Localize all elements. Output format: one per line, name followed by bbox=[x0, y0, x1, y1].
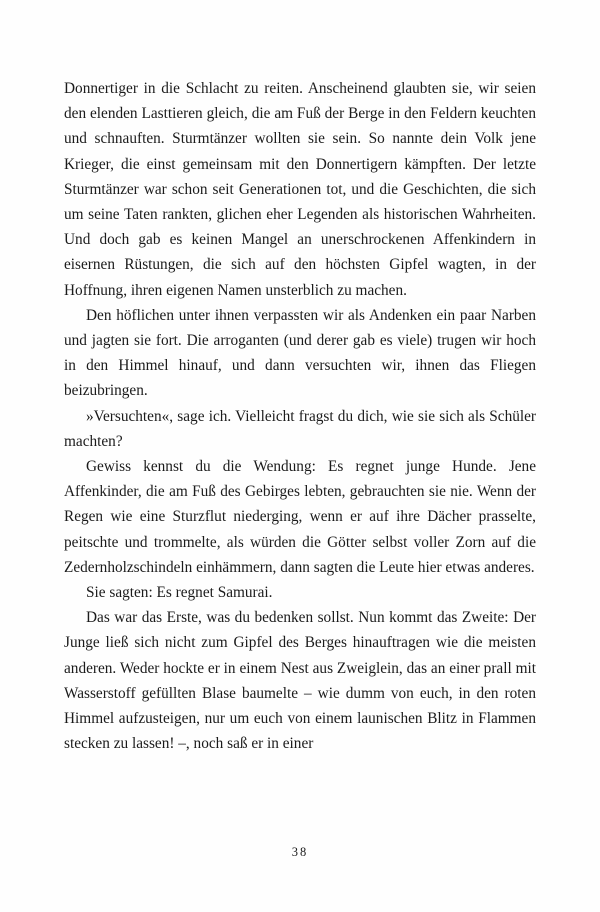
page-number: 38 bbox=[291, 845, 309, 859]
paragraph: Gewiss kennst du die Wendung: Es regnet junge Hunde. Jene Affenkinder, die am Fuß des Gebirges lebten, gebrauchten sie nie. Wenn der Regen wie eine Sturzflut niederging, wenn er auf ihre Dächer prasselte, peitschte und trommelte, als würden die Götter selbst voller Zorn auf die Zedernholzschindeln einhämmern, dann sagten die Leute hier etwas anderes. bbox=[64, 458, 536, 576]
paragraph: »Versuchten«, sage ich. Vielleicht fragst du dich, wie sie sich als Schüler machten? bbox=[64, 407, 536, 450]
paragraph: Donnertiger in die Schlacht zu reiten. Anscheinend glaubten sie, wir seien den elenden Lasttieren gleich, die am Fuß der Berge in den Feldern keuchten und schnauften. Sturmtänzer wollten sie sein. So nannte dein Volk jene Krieger, die einst gemeinsam mit den Donnertigern kämpften. Der letzte Sturmtänzer war schon seit Generationen tot, und die Geschichten, die sich um seine Taten rankten, glichen eher Legenden als historischen Wahrheiten. Und doch gab es keinen Mangel an unerschrockenen Affenkindern in eisernen Rüstungen, die sich auf den höchsten Gipfel wagten, in der Hoffnung, ihren eigenen Namen unsterblich zu machen. bbox=[64, 80, 536, 299]
body-text bbox=[64, 76, 536, 756]
paragraph: Sie sagten: Es regnet Samurai. bbox=[86, 584, 273, 602]
paragraph: Das war das Erste, was du bedenken sollst. Nun kommt das Zweite: Der Junge ließ sich nicht zum Gipfel des Berges hinauftragen wie die meisten anderen. Weder hockte er in einem Nest aus Zweiglein, das an einer prall mit Wasserstoff gefüllten Blase baumelte – wie dumm von euch, in den roten Himmel aufzusteigen, nur um euch von einem launischen Blitz in Flammen stecken zu lassen! –, noch saß er in einer bbox=[64, 609, 536, 753]
paragraph: Den höflichen unter ihnen verpassten wir als Andenken ein paar Narben und jagten sie fort. Die arroganten (und derer gab es viele) trugen wir hoch in den Himmel hinauf, und dann versuchten wir, ihnen das Fliegen beizubringen. bbox=[64, 306, 536, 400]
